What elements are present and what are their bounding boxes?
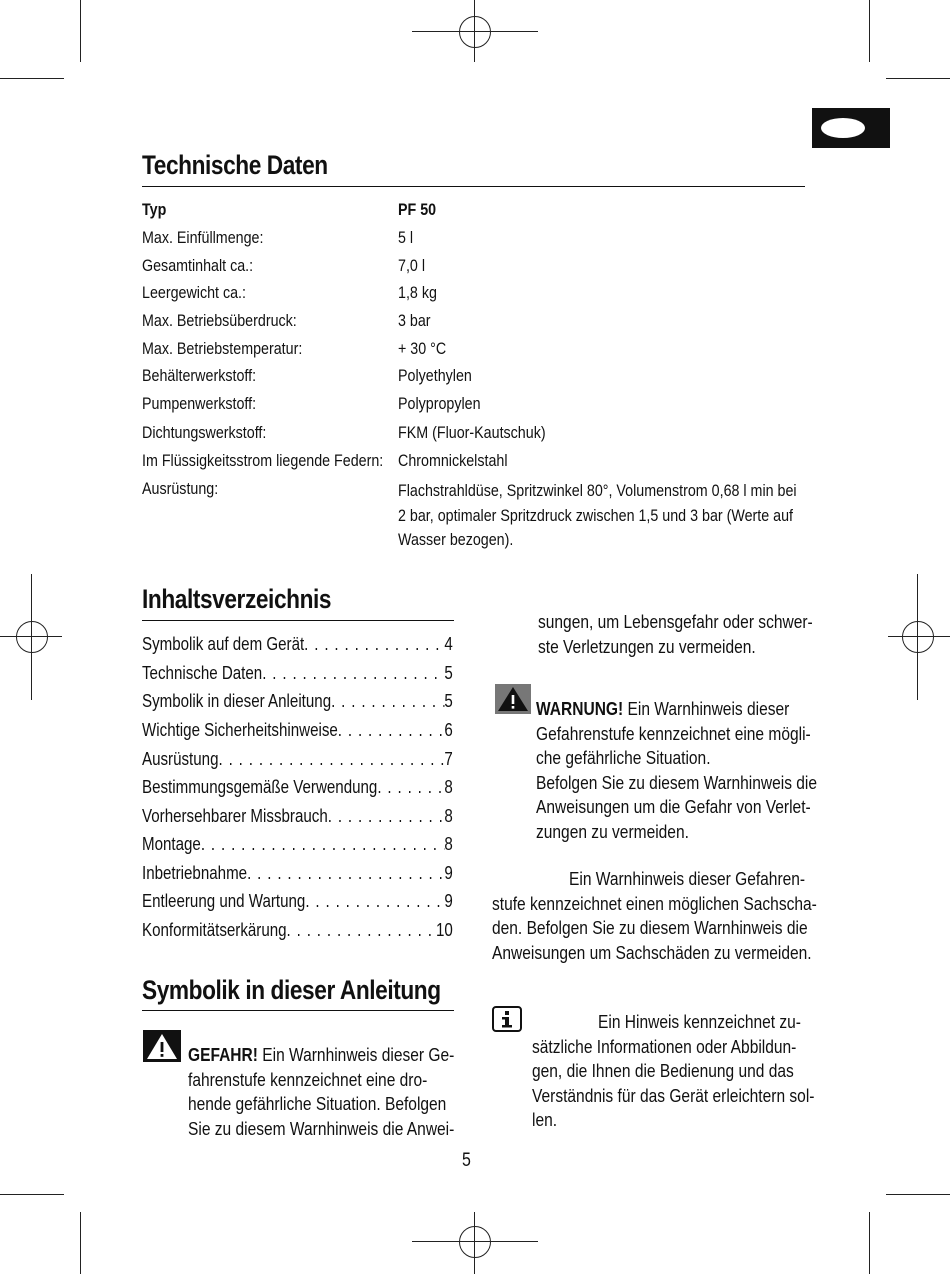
toc-entry[interactable]: Montage . . . 8 xyxy=(142,833,453,855)
spec-value: 3 bar xyxy=(398,311,431,330)
spec-label: Max. Betriebstemperatur: xyxy=(142,339,303,358)
info-icon xyxy=(492,1006,522,1032)
note-text: Ein Hinweis kennzeichnet zu- sätzliche Informationen oder Abbildun- gen, die Ihnen die Bedienung und das Verständnis für das Gerät erleichtern sol- len. xyxy=(532,1011,815,1130)
danger-keyword: GEFAHR! xyxy=(188,1044,258,1065)
toc-entry[interactable]: Inbetriebnahme . . . 9 xyxy=(142,862,453,884)
spec-value: Polypropylen xyxy=(398,394,481,413)
spec-value: Polyethylen xyxy=(398,366,472,385)
heading-rule xyxy=(142,186,805,187)
spec-value: 5 l xyxy=(398,228,414,247)
spec-label: Max. Betriebsüberdruck: xyxy=(142,311,297,330)
caution-text: Ein Warnhinweis dieser Gefahren- stufe kennzeichnet einen möglichen Sachscha- den. Befolgen Sie zu diesem Warnhinweis die Anweisungen um Sachschäden zu vermeiden. xyxy=(492,868,817,963)
toc-entry[interactable]: Wichtige Sicherheitshinweise . . . 6 xyxy=(142,719,453,741)
toc-heading: Inhaltsverzeichnis xyxy=(142,584,332,614)
spec-label: Im Flüssigkeitsstrom liegende Federn: xyxy=(142,451,384,470)
spec-value: Chromnickelstahl xyxy=(398,451,508,470)
spec-label: Ausrüstung: xyxy=(142,479,219,498)
spec-value: FKM (Fluor-Kautschuk) xyxy=(398,423,546,442)
spec-label: Leergewicht ca.: xyxy=(142,283,246,302)
toc-entry[interactable]: Konformitätserkärung . . . 10 xyxy=(142,919,453,941)
heading-rule xyxy=(142,620,454,621)
spec-label: Typ xyxy=(142,200,167,219)
spec-label: Dichtungswerkstoff: xyxy=(142,423,267,442)
toc-entry[interactable]: Symbolik auf dem Gerät . . . 4 xyxy=(142,633,453,655)
warning-triangle-icon xyxy=(143,1030,181,1062)
warning-triangle-icon xyxy=(495,684,531,714)
spec-label: Behälterwerkstoff: xyxy=(142,366,257,385)
spec-value: PF 50 xyxy=(398,200,437,219)
spec-label: Max. Einfüllmenge: xyxy=(142,228,264,247)
spec-value-equipment: Flachstrahldüse, Spritzwinkel 80°, Volumenstrom 0,68 l min bei 2 bar, optimaler Spritzdruck zwischen 1,5 und 3 bar (Werte auf Wasser bezogen). xyxy=(398,481,797,549)
toc-entry[interactable]: Bestimmungsgemäße Verwendung . . . 8 xyxy=(142,776,453,798)
spec-label: Pumpenwerkstoff: xyxy=(142,394,257,413)
page-number: 5 xyxy=(462,1150,471,1171)
heading-rule xyxy=(142,1010,454,1011)
warning-keyword: WARNUNG! xyxy=(536,698,624,719)
danger-text-continued: sungen, um Lebensgefahr oder schwer- ste Verletzungen zu vermeiden. xyxy=(538,611,813,657)
danger-text: GEFAHR! Ein Warnhinweis dieser Ge- fahrenstufe kennzeichnet eine dro- hende gefährliche Situation. Befolgen Sie zu diesem Warnhinweis die Anwei- xyxy=(188,1044,455,1139)
warning-text: WARNUNG! Ein Warnhinweis dieser Gefahrenstufe kennzeichnet eine mögli- che gefährliche Situation. Befolgen Sie zu diesem Warnhinweis die Anweisungen um die Gefahr von Verlet- zungen zu vermeiden. xyxy=(536,698,818,842)
toc-entry[interactable]: Ausrüstung . . . 7 xyxy=(142,748,453,770)
symbolik-heading: Symbolik in dieser Anleitung xyxy=(142,975,441,1005)
spec-value: + 30 °C xyxy=(398,339,447,358)
toc-entry[interactable]: Symbolik in dieser Anleitung . . . 5 xyxy=(142,690,453,712)
technical-data-heading: Technische Daten xyxy=(142,150,328,180)
spec-label: Gesamtinhalt ca.: xyxy=(142,256,254,275)
language-tab-icon xyxy=(812,108,890,148)
spec-value: 1,8 kg xyxy=(398,283,437,302)
toc-entry[interactable]: Entleerung und Wartung . . . 9 xyxy=(142,890,453,912)
toc-entry[interactable]: Vorhersehbarer Missbrauch . . . 8 xyxy=(142,805,453,827)
spec-value: 7,0 l xyxy=(398,256,425,275)
toc-entry[interactable]: Technische Daten . . . 5 xyxy=(142,662,453,684)
